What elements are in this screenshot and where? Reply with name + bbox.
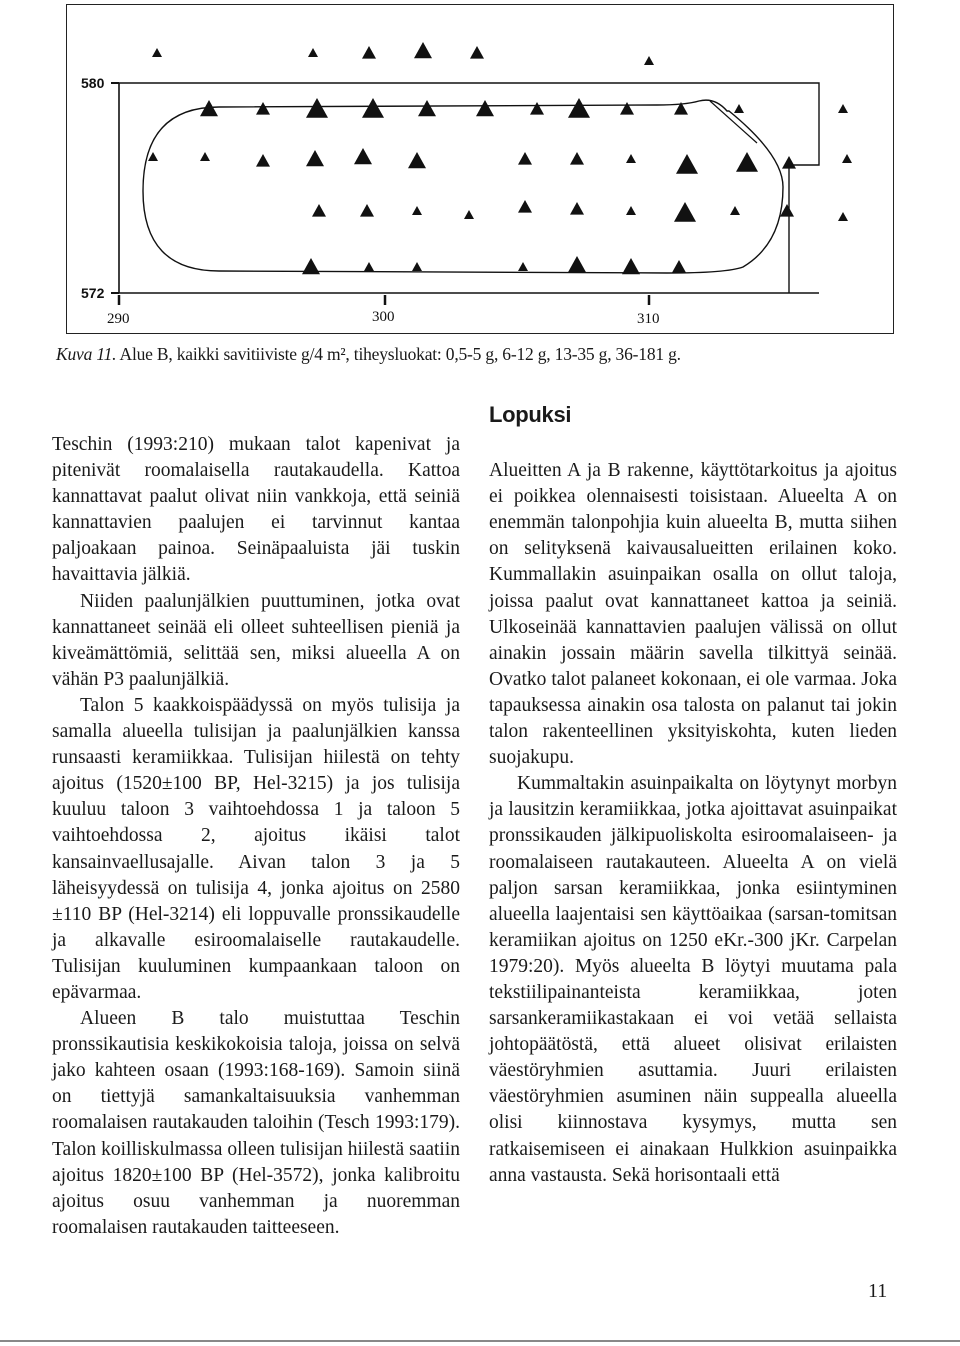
posthole-marker-class-3: [408, 152, 426, 168]
x-label-290: 290: [107, 311, 130, 327]
posthole-marker-class-3: [414, 42, 432, 58]
distribution-map: [67, 5, 895, 335]
posthole-marker-class-1: [644, 56, 654, 65]
posthole-marker-class-1: [200, 152, 210, 161]
y-label-top: 580: [81, 75, 105, 91]
caption-text: Alue B, kaikki savitiiviste g/4 m², tiheysluokat: 0,5-5 g, 6-12 g, 13-35 g, 36-181 g.: [116, 344, 681, 364]
posthole-markers: [148, 42, 852, 274]
posthole-marker-class-2: [518, 200, 532, 213]
posthole-marker-class-2: [672, 260, 686, 273]
figure-caption: [56, 344, 916, 365]
posthole-marker-class-4: [568, 98, 590, 118]
posthole-marker-class-2: [782, 156, 796, 169]
right-paragraph-2: Kummaltakin asuinpaikalta on löytynyt morbyn ja lausitzin keramiikkaa, jotka ajoittavat asuinpaikat pronssikauden jälkipuoliskolta esiroomalaiseen- ja roomalaiseen rautakauteen. Alueelta A on vielä paljon sarsan keramiikkaa, jonka esiintyminen alueella laajentaisi sen käyttöaikaa (sarsan-tomitsan keramiikan ajoitus on 1250 eKr.-300 jKr. Carpelan 1979:20). Myös alueelta B löytyi muutama pala tekstiilipainanteista keramiikkaa, joten sarsankeramiikastakaan ei voi vetää sellaista johtopäätöstä, että alueet olisivat erilaisten väestöryhmien asuttamia. Juuri erilaisten väestöryhmien asuminen näin suppealla alueella olisi kiinnostava kysymys, mutta sen ratkaisemiseen ei ainakaan Hulkkion asuinpaikka anna vastausta. Sekä horisontaali että: [489, 773, 897, 1186]
posthole-marker-class-2: [570, 152, 584, 165]
house-outline: [143, 100, 783, 273]
caption-label: Kuva 11.: [56, 344, 117, 364]
x-label-310: 310: [637, 311, 660, 327]
left-paragraph-2: Niiden paalunjälkien puuttuminen, jotka ovat kannattaneet seinää eli olleet suhteellisen pieniä ja kiveämättömiä, selittää sen, miksi alueella A on vähän P3 paalunjälkiä.: [52, 590, 460, 690]
posthole-marker-class-2: [518, 152, 532, 165]
posthole-marker-class-3: [354, 148, 372, 164]
posthole-marker-class-1: [734, 104, 744, 113]
posthole-marker-class-4: [676, 154, 698, 174]
posthole-marker-class-1: [148, 152, 158, 161]
posthole-marker-class-2: [570, 202, 584, 215]
posthole-marker-class-1: [626, 206, 636, 215]
posthole-marker-class-1: [412, 206, 422, 215]
page-number: 11: [868, 1280, 888, 1302]
posthole-marker-class-1: [626, 154, 636, 163]
posthole-marker-class-2: [312, 204, 326, 217]
posthole-marker-class-1: [842, 154, 852, 163]
posthole-marker-class-1: [730, 206, 740, 215]
posthole-marker-class-1: [412, 262, 422, 271]
left-column: [52, 432, 460, 1241]
y-label-bottom: 572: [81, 285, 105, 301]
bottom-rule: [0, 1340, 960, 1342]
section-heading: Lopuksi: [489, 402, 572, 427]
posthole-marker-class-2: [470, 46, 484, 59]
posthole-marker-class-3: [568, 256, 586, 272]
posthole-marker-class-4: [362, 98, 384, 118]
posthole-marker-class-1: [518, 262, 528, 271]
right-paragraph-1: Alueitten A ja B rakenne, käyttötarkoitus ja ajoitus ei poikkea olennaisesti toisistaan. Alueelta A on enemmän talonpohjia kuin alueelta B, mutta siihen on selityksenä kaivausalueitten erilainen koko. Kummallakin asuinpaikan osalla on ollut taloja, joissa paalut ovat kannattaneet kattoa ja seiniä. Ulkoseinää kannattavien paalujen välissä on ollut ainakin jossain määrin savella tilkittyä seinää. Ovatko talot palaneet kokonaan, ei ole varmaa. Joka tapauksessa ainakin osa talosta on palanut tai jokin talon rakenteellinen yksityiskohta, kuten lieden suojakupu.: [489, 460, 897, 769]
posthole-marker-class-2: [530, 102, 544, 115]
posthole-marker-class-1: [838, 104, 848, 113]
posthole-marker-class-3: [622, 258, 640, 274]
left-paragraph-3: Talon 5 kaakkoispäädyssä on myös tulisija ja samalla alueella tulisijan ja paalunjälkien kanssa runsaasti keramiikkaa. Tulisijan hiilestä on tehty ajoitus (1520±100 BP, Hel-3215) ja jos tulisija kuuluu taloon 3 vaihtoehdossa 1 ja taloon 5 vaihtoehdossa 2, ajoitus ikäisi talot kansainvaellusajalle. Aivan talon 3 ja 5 läheisyydessä on tulisija 4, jonka ajoitus on 2580 ±110 BP (Hel-3214) eli loppuvalle pronssikaudelle ja alkavalle esiroomalaiselle rautakaudelle. Tulisijan kuuluminen kumpaankaan taloon on epävarmaa.: [52, 694, 460, 1003]
posthole-marker-class-1: [838, 212, 848, 221]
posthole-marker-class-1: [464, 210, 474, 219]
posthole-marker-class-3: [476, 100, 494, 116]
posthole-marker-class-4: [736, 152, 758, 172]
posthole-marker-class-4: [674, 202, 696, 222]
excavation-area-outline: [119, 83, 819, 293]
house-outline-inner: [710, 101, 757, 143]
right-column: [489, 402, 897, 1189]
posthole-marker-class-3: [302, 258, 320, 274]
posthole-marker-class-2: [256, 154, 270, 167]
left-paragraph-4: Alueen B talo muistuttaa Teschin pronssikautisia keskikokoisia taloja, joissa on selvä jako kahteen osaan (1993:168-169). Samoin siinä on tiettyjä samankaltaisuuksia vanhemman roomalaisen rautakauden taloihin (Tesch 1993:179). Talon koilliskulmassa olleen tulisijan hiilestä saatiin ajoitus 1820±100 BP (Hel-3572), jonka kalibroitu ajoitus osuu vanhemman ja nuoremman roomalaisen rautakauden taitteeseen.: [52, 1008, 460, 1238]
left-paragraph-1: Teschin (1993:210) mukaan talot kapenivat ja pitenivät roomalaisella rautakaudella. Kattoa kannattavat paalut olivat niin vankkoja, että seiniä kannattavien paalujen ei tarvinnut kantaa paljoakaan painoa. Seinäpaaluista jäi tuskin havaittavia jälkiä.: [52, 434, 460, 586]
posthole-marker-class-4: [306, 98, 328, 118]
posthole-marker-class-2: [360, 204, 374, 217]
posthole-marker-class-3: [306, 150, 324, 166]
posthole-marker-class-1: [364, 262, 374, 271]
posthole-marker-class-1: [152, 48, 162, 57]
posthole-marker-class-2: [362, 46, 376, 59]
posthole-marker-class-2: [620, 102, 634, 115]
x-label-300: 300: [372, 309, 395, 325]
figure-frame: [66, 4, 894, 334]
posthole-marker-class-1: [308, 48, 318, 57]
posthole-marker-class-2: [256, 102, 270, 115]
posthole-marker-class-3: [418, 100, 436, 116]
